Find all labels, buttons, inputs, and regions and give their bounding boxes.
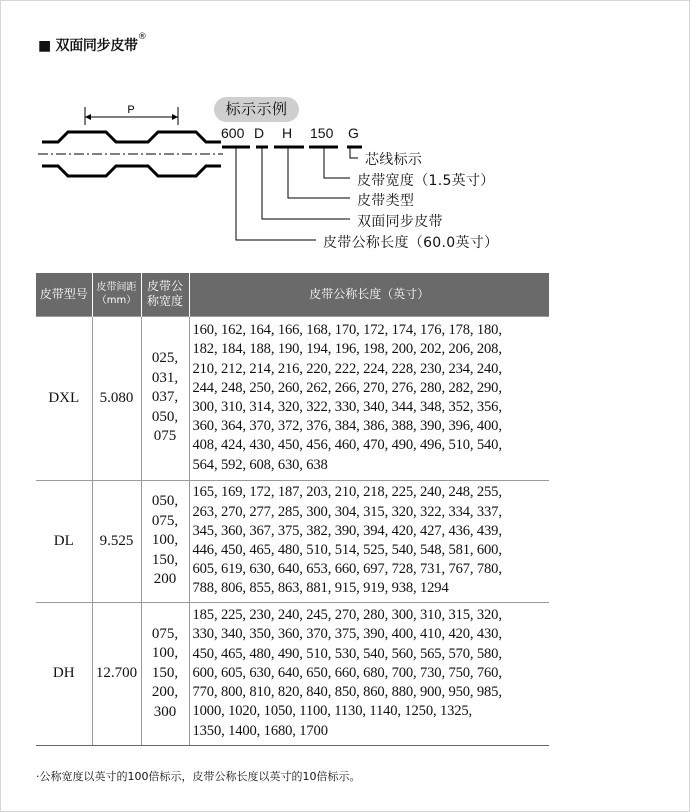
desc-double-sided: 双面同步皮带 [357,214,443,230]
cell-type: DXL [36,316,92,480]
desc-nominal-length: 皮带公称长度（60.0英寸） [323,235,499,251]
spec-table [36,273,549,746]
desc-belt-width: 皮带宽度（1.5英寸） [357,173,495,189]
pitch-label: P [127,104,135,116]
header-belt-type: 皮带型号 [36,273,92,316]
desc-core-cord: 芯线标示 [365,152,423,168]
table-header-row [36,273,549,316]
footnote: ·公称宽度以英寸的100倍标示，皮带公称长度以英寸的10倍标示。 [36,770,361,783]
code-double-sided: D [254,125,265,141]
code-type: H [282,125,293,141]
cell-type: DH [36,602,92,745]
cell-lengths: 185, 225, 230, 240, 245, 270, 280, 300, 310, 315, 320, 330, 340, 350, 360, 370, 375, 390, 400, 410, 420, 430, 450, 465, 480, 490, 510, 530, 540, 560, 565, 570, 580, 600, 605, 630, 640, 650, 660, 680, 700, 730, 750, 760, 770, 800, 810, 820, 840, 850, 860, 880, 900, 950, 985, 1000, 1020, 1050, 1100, 1130, 1140, 1250, 1325, 1350, 1400, 1680, 1700 [189,602,549,745]
code-length: 600 [221,125,245,141]
code-cord: G [348,125,359,141]
belt-outline-top [42,132,221,142]
belt-profile-diagram [38,95,223,185]
header-pitch: 皮带间距 （mm） [92,273,141,316]
cell-type: DL [36,480,92,602]
cell-lengths: 160, 162, 164, 166, 168, 170, 172, 174, 176, 178, 180, 182, 184, 188, 190, 194, 196, 198, 200, 202, 206, 208, 210, 212, 214, 216, 220, 222, 224, 228, 230, 234, 240, 244, 248, 250, 260, 262, 266, 270, 276, 280, 282, 290, 300, 310, 314, 320, 322, 330, 340, 344, 348, 352, 356, 360, 364, 370, 372, 376, 384, 386, 388, 390, 396, 400, 408, 424, 430, 450, 456, 460, 470, 490, 496, 510, 540, 564, 592, 608, 630, 638 [189,316,549,480]
code-width: 150 [310,125,334,141]
table-row [36,316,549,480]
belt-outline-bottom [42,166,221,176]
desc-belt-type: 皮带类型 [357,193,415,209]
designation-example-label: 标示示例 [214,97,299,122]
title-text: 双面同步皮带 [55,38,138,54]
cell-lengths: 165, 169, 172, 187, 203, 210, 218, 225, 240, 248, 255, 263, 270, 277, 285, 300, 304, 315, 320, 322, 334, 337, 345, 360, 367, 375, 382, 390, 394, 420, 427, 436, 439, 446, 450, 465, 480, 510, 514, 525, 540, 548, 581, 600, 605, 619, 630, 640, 653, 660, 697, 728, 731, 767, 780, 788, 806, 855, 863, 881, 915, 919, 938, 1294 [189,480,549,602]
cell-widths: 050, 075, 100, 150, 200 [141,480,189,602]
registered-mark: ® [137,32,147,42]
table-row [36,480,549,602]
cell-pitch: 9.525 [92,480,141,602]
header-width: 皮带公 称宽度 [141,273,189,316]
cell-widths: 025, 031, 037, 050, 075 [141,316,189,480]
cell-pitch: 12.700 [92,602,141,745]
cell-widths: 075, 100, 150, 200, 300 [141,602,189,745]
cell-pitch: 5.080 [92,316,141,480]
page-title: ■ 双面同步皮带® [38,32,147,54]
table-row [36,602,549,745]
header-lengths: 皮带公称长度（英寸） [189,273,549,316]
